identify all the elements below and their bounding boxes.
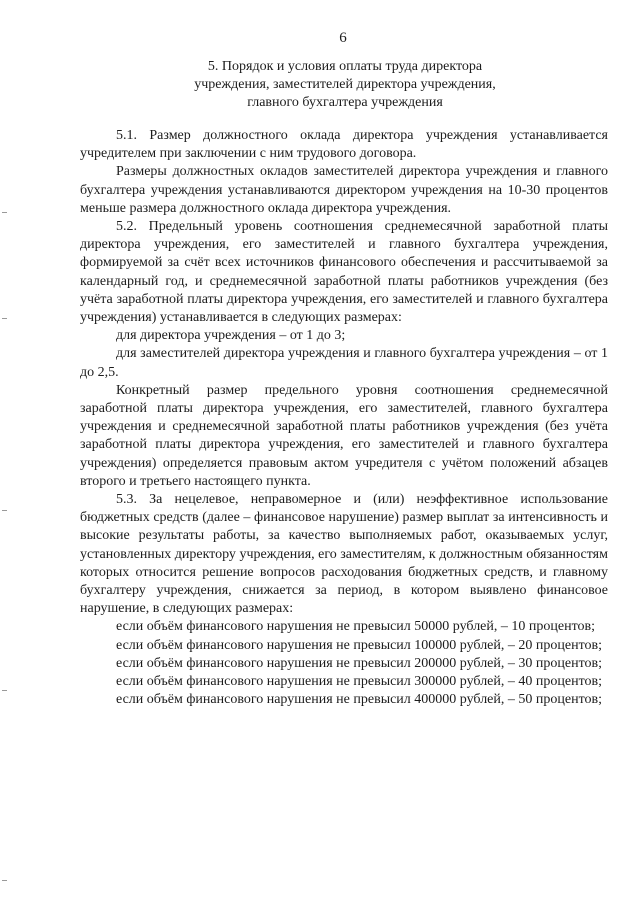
list-item-reduction-10: если объём финансового нарушения не превысил 50000 рублей, – 10 процентов; — [116, 619, 596, 635]
paragraph-specific-ratio: Конкретный размер предельного уровня соотношения среднемесячной заработной платы директора учреждения, его заместителей, главного бухгалтера учреждения и среднемесячной заработной платы работников учреждения (без учёта заработной платы директора учреждения, его заместителей и главного бухгалтера учреждения) определяется правовым актом учредителя с учётом положений абзацев второго и третьего настоящего пункта. — [80, 382, 608, 489]
paragraph-5-3: 5.3. За нецелевое, неправомерное и (или) неэффективное использование бюджетных средств (далее – финансовое нарушение) размер выплат за интенсивность и высокие результаты работы, за качество выполняемых работ, оказываемых услуг, установленных директору учреждения, его заместителям, к должностным обязанностям которых относится решение вопросов расходования бюджетных средств, и главному бухгалтеру учреждения, снижается за период, в котором выявлено финансовое нарушение, в следующих размерах: — [80, 492, 608, 617]
page-number: 6 — [339, 30, 347, 46]
paragraph-5-2: 5.2. Предельный уровень соотношения среднемесячной заработной платы директора учреждения, его заместителей и главного бухгалтера учреждения, формируемой за счёт всех источников финансового обеспечения и рассчитываемой за календарный год, и среднемесячной заработной платы работников учреждения (без учёта заработной платы директора учреждения, его заместителей и главного бухгалтера учреждения) устанавливается в следующих размерах: — [80, 219, 608, 326]
scan-edge-mark — [2, 212, 7, 213]
list-item-reduction-40: если объём финансового нарушения не превысил 300000 рублей, – 40 процентов; — [116, 674, 603, 690]
document-body — [80, 127, 608, 710]
scan-edge-mark — [2, 510, 7, 511]
list-item-reduction-50: если объём финансового нарушения не превысил 400000 рублей, – 50 процентов; — [116, 692, 603, 708]
scan-edge-mark — [2, 880, 7, 881]
section-heading — [80, 58, 610, 112]
paragraph-director-ratio: для директора учреждения – от 1 до 3; — [116, 328, 346, 344]
paragraph-deputy-salaries: Размеры должностных окладов заместителей директора учреждения и главного бухгалтера учреждения устанавливаются директором учреждения на 10-30 процентов меньше размера должностного оклада директора учреждения. — [80, 164, 608, 216]
section-heading-line: главного бухгалтера учреждения — [247, 95, 443, 110]
scan-edge-mark — [2, 690, 7, 691]
paragraph-5-1: 5.1. Размер должностного оклада директора учреждения устанавливается учредителем при заключении с ним трудового договора. — [80, 128, 608, 162]
scan-edge-mark — [2, 318, 7, 319]
list-item-reduction-30: если объём финансового нарушения не превысил 200000 рублей, – 30 процентов; — [116, 655, 603, 671]
paragraph-deputy-ratio: для заместителей директора учреждения и главного бухгалтера учреждения – от 1 до 2,5. — [80, 346, 608, 380]
section-heading-line: учреждения, заместителей директора учреждения, — [194, 77, 496, 92]
section-heading-line: 5. Порядок и условия оплаты труда директора — [207, 59, 483, 74]
list-item-reduction-20: если объём финансового нарушения не превысил 100000 рублей, – 20 процентов; — [116, 637, 603, 653]
